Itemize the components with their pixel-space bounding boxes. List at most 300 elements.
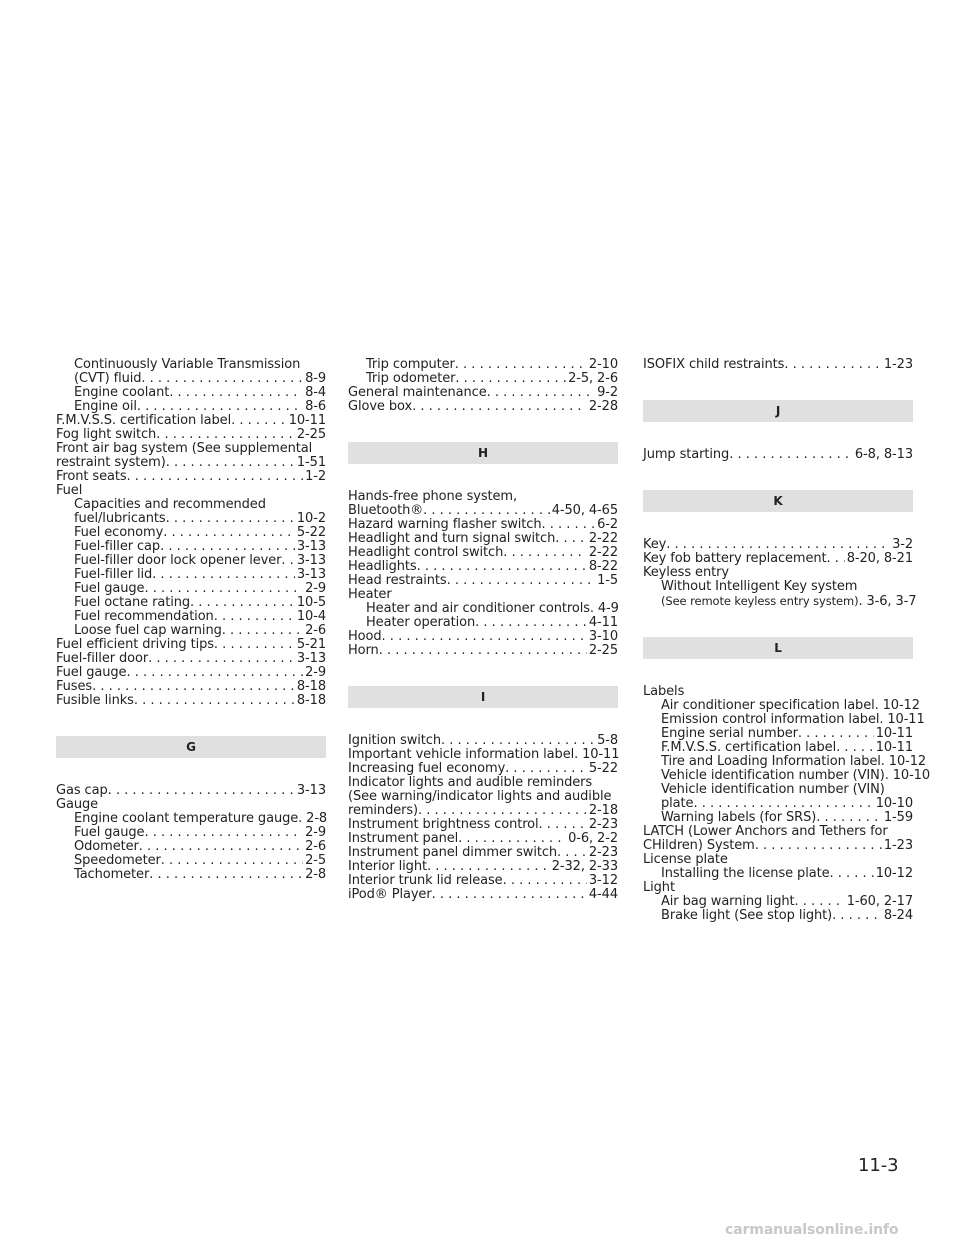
page-reference: 3-6, 3-7 [866, 594, 917, 609]
entry-text: Without Intelligent Key system [661, 579, 858, 594]
dot-leader [163, 526, 295, 540]
index-entry [643, 895, 913, 909]
entry-text: Brake light (See stop light) [661, 908, 833, 923]
entry-text: Capacities and recommended [74, 497, 266, 512]
page-reference: 2-23 [588, 817, 618, 832]
index-entry [643, 881, 913, 895]
page-reference: 2-22 [588, 545, 618, 560]
entry-text: Trip computer [366, 357, 455, 372]
dot-leader [92, 680, 295, 694]
page-reference: 2-5, 2-6 [568, 371, 618, 386]
entry-text: Fuel recommendation [74, 609, 214, 624]
dot-leader [231, 414, 287, 428]
index-entry [56, 694, 326, 708]
dot-leader [447, 574, 595, 588]
index-entry [348, 644, 618, 658]
page-reference: 6-2 [597, 517, 618, 532]
index-entry [348, 734, 618, 748]
index-entry [643, 594, 917, 609]
page-reference: 1-51 [296, 455, 326, 470]
entry-text: Trip odometer [366, 371, 456, 386]
watermark: carmanualsonline.info [725, 1222, 899, 1238]
entry-text: plate [661, 796, 694, 811]
index-entry [348, 560, 618, 574]
index-entry [643, 727, 913, 741]
index-entry [348, 616, 618, 630]
page-reference: 8-9 [305, 371, 326, 386]
entry-text: Headlight control switch [348, 545, 504, 560]
index-entry [56, 582, 326, 596]
dot-leader [458, 832, 566, 846]
index-entry [643, 768, 931, 783]
dot-leader [152, 568, 295, 582]
index-entry [56, 666, 326, 680]
dot-leader [541, 518, 595, 532]
page-reference: 2-8 [305, 867, 326, 882]
index-entry [348, 748, 618, 762]
page-reference: 8-4 [305, 385, 326, 400]
index-entry [348, 546, 618, 560]
page-reference: 10-4 [296, 609, 326, 624]
entry-text: Installing the license plate [661, 866, 830, 881]
dot-leader [160, 540, 295, 554]
dot-leader [379, 644, 587, 658]
entry-text: F.M.V.S.S. certification label [661, 740, 837, 755]
dot-leader [166, 456, 295, 470]
index-entry [56, 554, 326, 568]
entry-text: Heater operation [366, 615, 476, 630]
index-entry [348, 400, 618, 414]
entry-text: Keyless entry [643, 565, 729, 580]
entry-text: Engine coolant [74, 385, 170, 400]
page-reference: 3-13 [296, 539, 326, 554]
index-entry [643, 741, 913, 755]
entry-text: Air bag warning light [661, 894, 795, 909]
entry-text: ISOFIX child restraints [643, 357, 785, 372]
entry-text: Fog light switch [56, 427, 157, 442]
dot-leader [503, 874, 587, 888]
entry-text: Indicator lights and audible reminders [348, 775, 593, 790]
page-number: 11-3 [858, 1155, 899, 1176]
entry-text: Tire and Loading Information label [661, 754, 881, 769]
dot-leader [190, 596, 295, 610]
index-entry [56, 414, 326, 428]
index-entry [56, 638, 326, 652]
index-entry [348, 574, 618, 588]
section-header-h: H [348, 442, 618, 464]
index-entry [348, 602, 618, 616]
page-reference: 1-23 [883, 838, 913, 853]
page-reference: 10-11 [288, 413, 326, 428]
dot-leader [557, 846, 587, 860]
index-entry [348, 588, 618, 602]
page-reference: 10-12 [875, 866, 913, 881]
entry-text: Engine coolant temperature gauge [74, 811, 299, 826]
entry-text: License plate [643, 852, 728, 867]
index-entry [56, 386, 326, 400]
entry-text: Light [643, 880, 675, 895]
index-column-1 [56, 358, 326, 882]
index-entry [56, 470, 326, 484]
entry-text: Glove box [348, 399, 413, 414]
entry-text: Instrument panel dimmer switch [348, 845, 558, 860]
dot-leader [281, 554, 295, 568]
dot-leader [455, 358, 587, 372]
dot-leader [141, 372, 303, 386]
dot-leader [222, 624, 303, 638]
dot-leader [432, 888, 587, 902]
entry-text: Key [643, 537, 667, 552]
index-entry [643, 580, 913, 594]
index-entry [643, 552, 913, 566]
entry-text: (See remote keyless entry system) [661, 594, 859, 608]
index-entry [643, 448, 913, 462]
index-entry [56, 428, 326, 442]
entry-text: Fuel-filler door lock opener lever [74, 553, 282, 568]
index-entry [348, 358, 618, 372]
entry-text: Odometer [74, 839, 139, 854]
entry-text: LATCH (Lower Anchors and Tethers for [643, 824, 888, 839]
page-reference: 8-6 [305, 399, 326, 414]
index-entry [348, 818, 618, 832]
entry-text: Hands-free phone system, [348, 489, 518, 504]
entry-text: General maintenance [348, 385, 487, 400]
index-entry [348, 874, 618, 888]
page-reference: 5-21 [296, 637, 326, 652]
page-reference: 5-8 [597, 733, 618, 748]
dot-leader [441, 734, 595, 748]
entry-text: Gauge [56, 797, 99, 812]
page-reference: 2-32, 2-33 [551, 859, 618, 874]
page-reference: 4-50, 4-65 [551, 503, 618, 518]
page-reference: 5-22 [588, 761, 618, 776]
entry-text: Tachometer [74, 867, 150, 882]
entry-text: Speedometer [74, 853, 161, 868]
page-reference: 10-10 [875, 796, 913, 811]
entry-text: Interior light [348, 859, 427, 874]
dot-leader [427, 860, 550, 874]
dot-leader [503, 546, 587, 560]
dot-leader [829, 867, 873, 881]
entry-text: Engine oil [74, 399, 137, 414]
index-entry [56, 680, 326, 694]
entry-text: Heater and air conditioner controls [366, 601, 590, 616]
entry-text: Hazard warning flasher switch [348, 517, 542, 532]
page-reference: 2-5 [305, 853, 326, 868]
index-entry [348, 776, 618, 818]
page-reference: 10-5 [296, 595, 326, 610]
section-header-j: J [643, 400, 913, 422]
dot-leader [832, 909, 882, 923]
entry-text: Jump starting [643, 447, 730, 462]
index-entry [348, 832, 618, 846]
entry-text: Emission control information label [661, 712, 880, 727]
index-entry [56, 526, 326, 540]
dot-leader [166, 512, 295, 526]
dot-leader [555, 532, 587, 546]
entry-text: Heater [348, 587, 392, 602]
page-reference: 3-10 [588, 629, 618, 644]
index-entry [56, 854, 326, 868]
entry-text: iPod® Player [348, 887, 432, 902]
page-reference: 2-28 [588, 399, 618, 414]
entry-text: Labels [643, 684, 685, 699]
index-entry [643, 358, 913, 372]
page-reference: 0-6, 2-2 [568, 831, 618, 846]
page-reference: 3-13 [296, 553, 326, 568]
dot-leader [784, 358, 882, 372]
dot-leader [108, 784, 295, 798]
entry-text: Instrument brightness control [348, 817, 539, 832]
dot-leader [412, 400, 587, 414]
dot-leader [127, 470, 304, 484]
entry-text: Air conditioner specification label [661, 698, 875, 713]
page-reference: 2-9 [305, 665, 326, 680]
index-entry [643, 825, 913, 853]
dot-leader [475, 616, 587, 630]
entry-text: Horn [348, 643, 379, 658]
index-entry [348, 860, 618, 874]
page-reference: 4-11 [588, 615, 618, 630]
entry-text: Bluetooth® [348, 503, 424, 518]
page-reference: 5-22 [296, 525, 326, 540]
dot-leader [214, 638, 295, 652]
page-reference: 8-20, 8-21 [846, 551, 913, 566]
page-reference: 10-12 [888, 754, 927, 769]
entry-text: Vehicle identification number (VIN) [661, 782, 885, 797]
entry-text: Front seats [56, 469, 127, 484]
page-reference: 10-2 [296, 511, 326, 526]
entry-text: Fuel-filler door [56, 651, 149, 666]
section-header-i: I [348, 686, 618, 708]
index-entry [348, 532, 618, 546]
entry-text: Important vehicle information label [348, 747, 575, 762]
page-reference: 10-11 [887, 712, 925, 727]
page-reference: 8-22 [588, 559, 618, 574]
entry-text: Increasing fuel economy [348, 761, 506, 776]
dot-leader [693, 797, 873, 811]
page-reference: 10-11 [875, 726, 913, 741]
entry-text: Fuses [56, 679, 93, 694]
entry-text: fuel/lubricants [74, 511, 166, 526]
page-reference: 8-24 [883, 908, 913, 923]
page-reference: 2-22 [588, 531, 618, 546]
entry-text: Fuel-filler cap [74, 539, 161, 554]
entry-text: Interior trunk lid release [348, 873, 503, 888]
dot-leader [798, 727, 874, 741]
index-entry [643, 811, 913, 825]
index-entry [56, 442, 326, 470]
entry-text: Key fob battery replacement [643, 551, 827, 566]
entry-text: Loose fuel cap warning [74, 623, 222, 638]
entry-text: F.M.V.S.S. certification label [56, 413, 232, 428]
index-column-3 [643, 357, 931, 923]
page-reference: 1-2 [305, 469, 326, 484]
index-entry [56, 400, 326, 414]
entry-text: (See warning/indicator lights and audible [348, 789, 612, 804]
entry-text: Fuel-filler lid [74, 567, 153, 582]
index-entry [348, 762, 618, 776]
page-reference: 4-44 [588, 887, 618, 902]
entry-text: Fuel [56, 483, 83, 498]
entry-text: CHildren) System [643, 838, 755, 853]
index-column-2 [348, 358, 618, 902]
entry-text: Fuel economy [74, 525, 164, 540]
index-entry [643, 867, 913, 881]
page-reference: 2-25 [588, 643, 618, 658]
entry-text: restraint system) [56, 455, 166, 470]
index-entry [56, 624, 326, 638]
page-reference: 6-8, 8-13 [854, 447, 913, 462]
entry-text: Hood [348, 629, 382, 644]
index-entry [643, 538, 913, 552]
entry-text: Fuel gauge [74, 825, 145, 840]
page-reference: 2-25 [296, 427, 326, 442]
index-entry [643, 566, 913, 580]
page-reference: 2-6 [305, 839, 326, 854]
dot-leader [139, 840, 303, 854]
dot-leader [161, 854, 303, 868]
index-entry [56, 798, 326, 812]
entry-text: Gas cap [56, 783, 108, 798]
index-entry [56, 540, 326, 554]
entry-text: Continuously Variable Transmission [74, 357, 301, 372]
page-reference: 3-12 [588, 873, 618, 888]
page-reference: 2-9 [305, 825, 326, 840]
dot-leader [795, 895, 845, 909]
entry-text: Fuel gauge [74, 581, 145, 596]
entry-text: Fuel octane rating [74, 595, 190, 610]
dot-leader [755, 839, 882, 853]
page-reference: 4-9 [597, 601, 619, 616]
dot-leader [214, 610, 295, 624]
page-reference: 10-11 [875, 740, 913, 755]
page-reference: 9-2 [597, 385, 618, 400]
index-entry [56, 372, 326, 386]
dot-leader [539, 818, 587, 832]
dot-leader [144, 826, 303, 840]
dot-leader [148, 652, 295, 666]
dot-leader [423, 504, 550, 518]
page-reference: 2-6 [305, 623, 326, 638]
index-entry [56, 784, 326, 798]
page-reference: 10-12 [882, 698, 920, 713]
entry-text: Vehicle identification number (VIN) [661, 768, 885, 783]
entry-text: Front air bag system (See supplemental [56, 441, 313, 456]
index-entry [643, 754, 927, 769]
dot-leader [149, 868, 303, 882]
page-reference: 3-13 [296, 651, 326, 666]
dot-leader [137, 400, 303, 414]
page-reference: 3-13 [296, 783, 326, 798]
page-reference: 10-10 [892, 768, 931, 783]
page-reference: 2-9 [305, 581, 326, 596]
page-reference: 1-59 [883, 810, 913, 825]
entry-text: Warning labels (for SRS) [661, 810, 817, 825]
dot-leader [487, 386, 595, 400]
index-entry [56, 840, 326, 854]
index-entry [56, 484, 326, 498]
page-reference: 2-18 [588, 803, 618, 818]
index-entry [56, 812, 326, 826]
index-entry [348, 630, 618, 644]
page-reference: 2-23 [588, 845, 618, 860]
section-header-g: G [56, 736, 326, 758]
index-entry [56, 358, 326, 372]
dot-leader [666, 538, 890, 552]
section-header-k: K [643, 490, 913, 512]
index-entry [643, 712, 925, 727]
dot-leader [156, 428, 295, 442]
entry-text: Headlight and turn signal switch [348, 531, 556, 546]
dot-leader [144, 582, 303, 596]
dot-leader [417, 560, 587, 574]
index-entry [348, 372, 618, 386]
dot-leader [418, 804, 587, 818]
index-entry [348, 518, 618, 532]
index-entry [56, 826, 326, 840]
dot-leader [505, 762, 587, 776]
page-reference: 2-10 [588, 357, 618, 372]
page-reference: 10-11 [582, 747, 620, 762]
page-reference: 1-5 [597, 573, 618, 588]
entry-text: Ignition switch [348, 733, 441, 748]
dot-leader [816, 811, 882, 825]
page-reference: 3-13 [296, 567, 326, 582]
index-entry [56, 596, 326, 610]
index-entry [56, 568, 326, 582]
index-entry [56, 498, 326, 526]
dot-leader [169, 386, 303, 400]
section-header-l: L [643, 637, 913, 659]
index-entry [348, 490, 618, 518]
dot-leader [827, 552, 845, 566]
index-entry [56, 610, 326, 624]
page-reference: 3-2 [892, 537, 913, 552]
index-entry [56, 652, 326, 666]
page-reference: 8-18 [296, 679, 326, 694]
index-entry [348, 846, 618, 860]
index-entry [348, 888, 618, 902]
index-entry [56, 868, 326, 882]
entry-text: Headlights [348, 559, 417, 574]
index-entry [643, 685, 913, 699]
index-entry [643, 909, 913, 923]
index-entry [643, 783, 913, 811]
page-reference: 8-18 [296, 693, 326, 708]
dot-leader [455, 372, 566, 386]
entry-text: Instrument panel [348, 831, 459, 846]
entry-text: Fuel gauge [56, 665, 127, 680]
dot-leader [134, 694, 295, 708]
dot-leader [126, 666, 303, 680]
entry-text: Engine serial number [661, 726, 798, 741]
page-reference: 1-23 [883, 357, 913, 372]
dot-leader [729, 448, 853, 462]
entry-text: Fuel efficient driving tips [56, 637, 214, 652]
page-reference: 1-60, 2-17 [846, 894, 913, 909]
dot-leader [836, 741, 874, 755]
entry-text: (CVT) fluid [74, 371, 142, 386]
index-entry [348, 386, 618, 400]
entry-text: Fusible links [56, 693, 134, 708]
index-entry [643, 698, 920, 713]
page-reference: 2-8 [306, 811, 328, 826]
dot-leader [382, 630, 587, 644]
entry-text: reminders) [348, 803, 419, 818]
index-entry [643, 853, 913, 867]
entry-text: Head restraints [348, 573, 447, 588]
